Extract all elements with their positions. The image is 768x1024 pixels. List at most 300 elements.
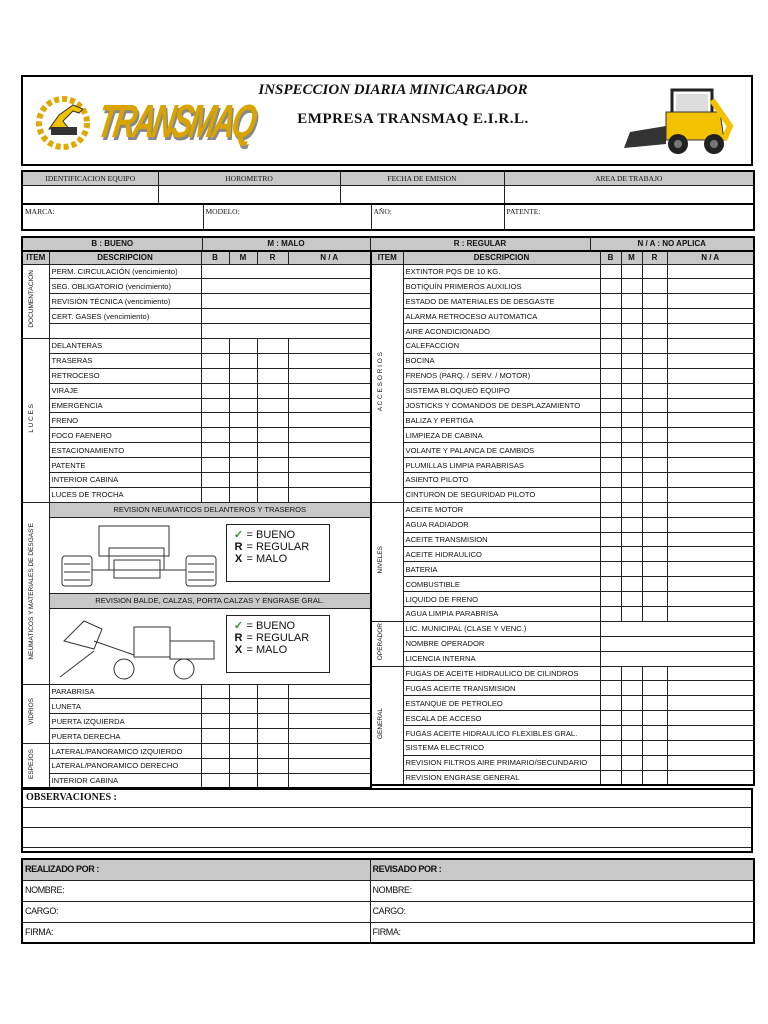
niveles-check-na[interactable] bbox=[667, 606, 754, 621]
accesorios-check-na[interactable] bbox=[667, 458, 754, 473]
accesorios-check-b[interactable] bbox=[600, 324, 621, 339]
luces-check-m[interactable] bbox=[229, 383, 257, 398]
niveles-check-r[interactable] bbox=[642, 532, 667, 547]
vidrios-check-na[interactable] bbox=[288, 714, 371, 729]
luces-check-na[interactable] bbox=[288, 428, 371, 443]
accesorios-check-r[interactable] bbox=[642, 428, 667, 443]
accesorios-check-b[interactable] bbox=[600, 443, 621, 458]
revisado-cargo-field[interactable]: CARGO: bbox=[370, 901, 754, 922]
observaciones-line-2[interactable] bbox=[23, 827, 751, 848]
table-row bbox=[371, 666, 754, 681]
niveles-check-na[interactable] bbox=[667, 517, 754, 532]
accesorios-check-na[interactable] bbox=[667, 338, 754, 353]
niveles-check-m[interactable] bbox=[621, 502, 642, 517]
vidrios-check-m[interactable] bbox=[229, 699, 257, 714]
niveles-check-b[interactable] bbox=[600, 502, 621, 517]
luces-check-m[interactable] bbox=[229, 472, 257, 487]
accesorios-check-b[interactable] bbox=[600, 398, 621, 413]
accesorios-check-m[interactable] bbox=[621, 472, 642, 487]
legend-bueno-text: = BUENO bbox=[246, 619, 296, 632]
accesorios-check-r[interactable] bbox=[642, 264, 667, 279]
accesorios-check-na[interactable] bbox=[667, 353, 754, 368]
table-row bbox=[371, 517, 754, 532]
niveles-check-r[interactable] bbox=[642, 577, 667, 592]
table-row bbox=[22, 294, 371, 309]
general-check-na[interactable] bbox=[667, 666, 754, 681]
table-row bbox=[22, 443, 371, 458]
accesorios-check-b[interactable] bbox=[600, 413, 621, 428]
luces-check-m[interactable] bbox=[229, 487, 257, 502]
accesorios-check-na[interactable] bbox=[667, 487, 754, 502]
accesorios-check-b[interactable] bbox=[600, 487, 621, 502]
table-row bbox=[371, 696, 754, 711]
signature-table bbox=[21, 858, 755, 944]
general-check-m[interactable] bbox=[621, 741, 642, 756]
realizado-cargo-field[interactable]: CARGO: bbox=[22, 901, 370, 922]
luces-check-b[interactable] bbox=[201, 472, 229, 487]
accesorios-check-b[interactable] bbox=[600, 309, 621, 324]
accesorios-check-m[interactable] bbox=[621, 368, 642, 383]
operador-label: OPERADOR bbox=[377, 623, 384, 661]
accesorios-check-na[interactable] bbox=[667, 428, 754, 443]
niveles-check-b[interactable] bbox=[600, 532, 621, 547]
general-check-b[interactable] bbox=[600, 711, 621, 726]
general-check-b[interactable] bbox=[600, 726, 621, 741]
item-description: CINTURON DE SEGURIDAD PILOTO bbox=[403, 487, 600, 502]
niveles-check-na[interactable] bbox=[667, 502, 754, 517]
table-row bbox=[371, 428, 754, 443]
espejos-group-label bbox=[22, 744, 49, 789]
accesorios-check-r[interactable] bbox=[642, 413, 667, 428]
table-row bbox=[371, 636, 754, 651]
luces-check-na[interactable] bbox=[288, 353, 371, 368]
label-identificacion: IDENTIFICACION EQUIPO bbox=[22, 171, 158, 186]
accesorios-check-b[interactable] bbox=[600, 279, 621, 294]
vidrios-check-na[interactable] bbox=[288, 699, 371, 714]
general-check-m[interactable] bbox=[621, 755, 642, 770]
general-check-na[interactable] bbox=[667, 711, 754, 726]
table-row bbox=[22, 428, 371, 443]
luces-check-r[interactable] bbox=[257, 443, 288, 458]
item-description: EMERGENCIA bbox=[49, 398, 201, 413]
col-na: N / A bbox=[288, 251, 371, 264]
table-row bbox=[371, 755, 754, 770]
accesorios-check-r[interactable] bbox=[642, 309, 667, 324]
accesorios-check-m[interactable] bbox=[621, 413, 642, 428]
revisado-firma-field[interactable]: FIRMA: bbox=[370, 922, 754, 943]
niveles-check-m[interactable] bbox=[621, 577, 642, 592]
item-description: VOLANTE Y PALANCA DE CAMBIOS bbox=[403, 443, 600, 458]
general-check-na[interactable] bbox=[667, 681, 754, 696]
accesorios-check-b[interactable] bbox=[600, 294, 621, 309]
niveles-check-m[interactable] bbox=[621, 562, 642, 577]
item-description: FUGAS ACEITE HIDRAULICO FLEXIBLES GRAL. bbox=[403, 726, 600, 741]
field-marca[interactable]: MARCA: bbox=[22, 204, 203, 230]
general-check-m[interactable] bbox=[621, 696, 642, 711]
vidrios-check-na[interactable] bbox=[288, 729, 371, 744]
accesorios-check-b[interactable] bbox=[600, 428, 621, 443]
accesorios-check-na[interactable] bbox=[667, 413, 754, 428]
general-check-r[interactable] bbox=[642, 726, 667, 741]
accesorios-check-na[interactable] bbox=[667, 368, 754, 383]
realizado-firma-field[interactable]: FIRMA: bbox=[22, 922, 370, 943]
general-check-r[interactable] bbox=[642, 696, 667, 711]
luces-check-na[interactable] bbox=[288, 398, 371, 413]
vidrios-check-b[interactable] bbox=[201, 699, 229, 714]
item-description: AGUA RADIADOR bbox=[403, 517, 600, 532]
accesorios-check-na[interactable] bbox=[667, 294, 754, 309]
table-row bbox=[22, 729, 371, 744]
luces-check-r[interactable] bbox=[257, 428, 288, 443]
accesorios-check-m[interactable] bbox=[621, 338, 642, 353]
accesorios-check-b[interactable] bbox=[600, 383, 621, 398]
luces-check-r[interactable] bbox=[257, 398, 288, 413]
accesorios-check-m[interactable] bbox=[621, 294, 642, 309]
espejos-check-na[interactable] bbox=[288, 744, 371, 759]
vidrios-check-r[interactable] bbox=[257, 714, 288, 729]
item-description: LATERAL/PANORAMICO IZQUIERDO bbox=[49, 744, 201, 759]
vidrios-check-b[interactable] bbox=[201, 714, 229, 729]
luces-check-m[interactable] bbox=[229, 428, 257, 443]
general-check-r[interactable] bbox=[642, 711, 667, 726]
accesorios-check-na[interactable] bbox=[667, 264, 754, 279]
accesorios-check-m[interactable] bbox=[621, 458, 642, 473]
table-row bbox=[22, 309, 371, 324]
accesorios-check-r[interactable] bbox=[642, 338, 667, 353]
niveles-check-na[interactable] bbox=[667, 547, 754, 562]
accesorios-check-r[interactable] bbox=[642, 353, 667, 368]
vidrios-check-m[interactable] bbox=[229, 684, 257, 699]
luces-check-na[interactable] bbox=[288, 472, 371, 487]
luces-check-r[interactable] bbox=[257, 353, 288, 368]
espejos-check-na[interactable] bbox=[288, 758, 371, 773]
item-description: LICENCIA INTERNA bbox=[403, 651, 600, 666]
accesorios-check-r[interactable] bbox=[642, 472, 667, 487]
accesorios-check-m[interactable] bbox=[621, 279, 642, 294]
vidrios-check-r[interactable] bbox=[257, 699, 288, 714]
luces-check-m[interactable] bbox=[229, 353, 257, 368]
general-check-m[interactable] bbox=[621, 770, 642, 785]
table-row bbox=[371, 770, 754, 785]
general-check-b[interactable] bbox=[600, 741, 621, 756]
luces-check-b[interactable] bbox=[201, 413, 229, 428]
table-row bbox=[22, 714, 371, 729]
vidrios-check-r[interactable] bbox=[257, 684, 288, 699]
luces-check-na[interactable] bbox=[288, 338, 371, 353]
general-check-r[interactable] bbox=[642, 741, 667, 756]
espejos-check-m[interactable] bbox=[229, 773, 257, 788]
niveles-check-b[interactable] bbox=[600, 547, 621, 562]
accesorios-check-m[interactable] bbox=[621, 324, 642, 339]
general-check-b[interactable] bbox=[600, 770, 621, 785]
niveles-check-b[interactable] bbox=[600, 606, 621, 621]
luces-check-b[interactable] bbox=[201, 428, 229, 443]
general-check-r[interactable] bbox=[642, 666, 667, 681]
niveles-check-r[interactable] bbox=[642, 562, 667, 577]
item-description: FRENOS (PARQ. / SERV. / MOTOR) bbox=[403, 368, 600, 383]
accesorios-check-r[interactable] bbox=[642, 458, 667, 473]
accesorios-check-r[interactable] bbox=[642, 368, 667, 383]
niveles-check-r[interactable] bbox=[642, 606, 667, 621]
niveles-check-r[interactable] bbox=[642, 592, 667, 607]
niveles-check-b[interactable] bbox=[600, 517, 621, 532]
item-description: ACEITE TRANSMISION bbox=[403, 532, 600, 547]
general-check-b[interactable] bbox=[600, 666, 621, 681]
item-description: BATERIA bbox=[403, 562, 600, 577]
luces-check-m[interactable] bbox=[229, 338, 257, 353]
col-na: N / A bbox=[667, 251, 754, 264]
vidrios-check-b[interactable] bbox=[201, 684, 229, 699]
niveles-check-r[interactable] bbox=[642, 517, 667, 532]
table-row bbox=[371, 606, 754, 621]
revisado-nombre-field[interactable]: NOMBRE: bbox=[370, 880, 754, 901]
table-row bbox=[22, 413, 371, 428]
vidrios-check-m[interactable] bbox=[229, 714, 257, 729]
luces-check-r[interactable] bbox=[257, 383, 288, 398]
luces-check-m[interactable] bbox=[229, 443, 257, 458]
accesorios-check-r[interactable] bbox=[642, 324, 667, 339]
field-horometro[interactable] bbox=[158, 186, 340, 204]
espejos-check-m[interactable] bbox=[229, 744, 257, 759]
item-description: JOSTICKS Y COMANDOS DE DESPLAZAMIENTO bbox=[403, 398, 600, 413]
espejos-check-r[interactable] bbox=[257, 773, 288, 788]
accesorios-check-m[interactable] bbox=[621, 443, 642, 458]
accesorios-check-b[interactable] bbox=[600, 458, 621, 473]
vidrios-check-m[interactable] bbox=[229, 729, 257, 744]
general-check-na[interactable] bbox=[667, 770, 754, 785]
espejos-check-m[interactable] bbox=[229, 758, 257, 773]
luces-check-m[interactable] bbox=[229, 458, 257, 473]
item-description: LIC. MUNICIPAL (CLASE Y VENC.) bbox=[403, 621, 600, 636]
luces-check-na[interactable] bbox=[288, 443, 371, 458]
general-check-m[interactable] bbox=[621, 666, 642, 681]
legend-bueno-row bbox=[231, 529, 329, 541]
luces-check-b[interactable] bbox=[201, 368, 229, 383]
luces-check-b[interactable] bbox=[201, 383, 229, 398]
niveles-check-r[interactable] bbox=[642, 502, 667, 517]
accesorios-check-b[interactable] bbox=[600, 353, 621, 368]
accesorios-check-na[interactable] bbox=[667, 309, 754, 324]
legend-bueno-row bbox=[231, 620, 329, 632]
item-description: CALEFACCION bbox=[403, 338, 600, 353]
luces-check-b[interactable] bbox=[201, 398, 229, 413]
niveles-check-m[interactable] bbox=[621, 532, 642, 547]
item-description: LIMPIEZA DE CABINA bbox=[403, 428, 600, 443]
niveles-check-b[interactable] bbox=[600, 562, 621, 577]
legend-na: N / A : NO APLICA bbox=[590, 237, 754, 250]
documentacion-value-field[interactable] bbox=[201, 279, 371, 294]
table-row bbox=[22, 502, 371, 517]
table-row bbox=[22, 593, 371, 608]
item-description: NOMBRE OPERADOR bbox=[403, 636, 600, 651]
espejos-check-b[interactable] bbox=[201, 744, 229, 759]
field-fecha-emision[interactable] bbox=[340, 186, 504, 204]
accesorios-check-na[interactable] bbox=[667, 472, 754, 487]
documentacion-value-field[interactable] bbox=[201, 324, 371, 339]
accesorios-check-r[interactable] bbox=[642, 398, 667, 413]
luces-check-na[interactable] bbox=[288, 383, 371, 398]
table-row bbox=[371, 562, 754, 577]
table-row bbox=[371, 621, 754, 636]
niveles-check-m[interactable] bbox=[621, 547, 642, 562]
niveles-check-r[interactable] bbox=[642, 547, 667, 562]
niveles-check-na[interactable] bbox=[667, 592, 754, 607]
item-description: CERT. GASES (vencimiento) bbox=[49, 309, 201, 324]
vidrios-check-na[interactable] bbox=[288, 684, 371, 699]
col-b: B bbox=[201, 251, 229, 264]
observaciones-line-1[interactable] bbox=[23, 807, 751, 828]
niveles-check-m[interactable] bbox=[621, 517, 642, 532]
luces-check-r[interactable] bbox=[257, 413, 288, 428]
luces-check-r[interactable] bbox=[257, 338, 288, 353]
vidrios-check-b[interactable] bbox=[201, 729, 229, 744]
general-check-na[interactable] bbox=[667, 741, 754, 756]
luces-check-na[interactable] bbox=[288, 413, 371, 428]
niveles-check-b[interactable] bbox=[600, 577, 621, 592]
table-row bbox=[22, 608, 371, 684]
documentacion-value-field[interactable] bbox=[201, 309, 371, 324]
general-check-m[interactable] bbox=[621, 711, 642, 726]
espejos-check-r[interactable] bbox=[257, 744, 288, 759]
accesorios-check-r[interactable] bbox=[642, 443, 667, 458]
field-ano[interactable]: AÑO: bbox=[371, 204, 504, 230]
general-check-r[interactable] bbox=[642, 770, 667, 785]
espejos-check-b[interactable] bbox=[201, 773, 229, 788]
accesorios-check-m[interactable] bbox=[621, 487, 642, 502]
accesorios-check-b[interactable] bbox=[600, 338, 621, 353]
item-description: PATENTE bbox=[49, 458, 201, 473]
legend-bueno: B : BUENO bbox=[22, 237, 202, 250]
general-check-b[interactable] bbox=[600, 681, 621, 696]
accesorios-check-m[interactable] bbox=[621, 309, 642, 324]
item-description: PARABRISA bbox=[49, 684, 201, 699]
espejos-check-na[interactable] bbox=[288, 773, 371, 788]
accesorios-check-na[interactable] bbox=[667, 383, 754, 398]
accesorios-check-m[interactable] bbox=[621, 264, 642, 279]
general-check-b[interactable] bbox=[600, 696, 621, 711]
accesorios-check-r[interactable] bbox=[642, 294, 667, 309]
general-check-r[interactable] bbox=[642, 755, 667, 770]
operador-value-field[interactable] bbox=[600, 636, 754, 651]
niveles-check-b[interactable] bbox=[600, 592, 621, 607]
luces-check-m[interactable] bbox=[229, 398, 257, 413]
col-m: M bbox=[621, 251, 642, 264]
luces-check-r[interactable] bbox=[257, 472, 288, 487]
luces-check-r[interactable] bbox=[257, 487, 288, 502]
espejos-check-r[interactable] bbox=[257, 758, 288, 773]
observaciones-label: OBSERVACIONES : bbox=[26, 792, 117, 803]
documentacion-value-field[interactable] bbox=[201, 294, 371, 309]
luces-check-r[interactable] bbox=[257, 368, 288, 383]
luces-check-na[interactable] bbox=[288, 487, 371, 502]
realizado-nombre-field[interactable]: NOMBRE: bbox=[22, 880, 370, 901]
item-description: TRASERAS bbox=[49, 353, 201, 368]
general-check-na[interactable] bbox=[667, 696, 754, 711]
general-check-m[interactable] bbox=[621, 681, 642, 696]
accesorios-check-m[interactable] bbox=[621, 428, 642, 443]
table-row bbox=[371, 741, 754, 756]
field-identificacion[interactable] bbox=[22, 186, 158, 204]
luces-check-b[interactable] bbox=[201, 487, 229, 502]
table-row bbox=[371, 398, 754, 413]
accesorios-check-m[interactable] bbox=[621, 353, 642, 368]
item-description: COMBUSTIBLE bbox=[403, 577, 600, 592]
accesorios-check-r[interactable] bbox=[642, 383, 667, 398]
luces-check-m[interactable] bbox=[229, 413, 257, 428]
niveles-check-na[interactable] bbox=[667, 532, 754, 547]
legend-malo-row bbox=[231, 553, 329, 565]
item-description: ESTACIONAMIENTO bbox=[49, 443, 201, 458]
label-fecha-emision: FECHA DE EMISION bbox=[340, 171, 504, 186]
luces-check-m[interactable] bbox=[229, 368, 257, 383]
legend-x-symbol: X bbox=[234, 643, 243, 656]
table-row bbox=[371, 651, 754, 666]
general-label: GENERAL bbox=[377, 707, 384, 739]
general-check-na[interactable] bbox=[667, 755, 754, 770]
espejos-check-b[interactable] bbox=[201, 758, 229, 773]
general-check-r[interactable] bbox=[642, 681, 667, 696]
luces-group-label bbox=[22, 338, 49, 502]
luces-check-r[interactable] bbox=[257, 458, 288, 473]
accesorios-check-na[interactable] bbox=[667, 443, 754, 458]
documentacion-value-field[interactable] bbox=[201, 264, 371, 279]
bucket-diagram-cell bbox=[49, 608, 371, 684]
item-description: ACEITE MOTOR bbox=[403, 502, 600, 517]
vidrios-check-r[interactable] bbox=[257, 729, 288, 744]
luces-check-b[interactable] bbox=[201, 353, 229, 368]
niveles-check-m[interactable] bbox=[621, 592, 642, 607]
accesorios-check-m[interactable] bbox=[621, 383, 642, 398]
table-row bbox=[371, 338, 754, 353]
accesorios-check-na[interactable] bbox=[667, 279, 754, 294]
equipment-info-table bbox=[21, 170, 755, 205]
general-check-na[interactable] bbox=[667, 726, 754, 741]
luces-check-na[interactable] bbox=[288, 458, 371, 473]
item-description: VIRAJE bbox=[49, 383, 201, 398]
operador-value-field[interactable] bbox=[600, 651, 754, 666]
accesorios-check-r[interactable] bbox=[642, 487, 667, 502]
accesorios-check-na[interactable] bbox=[667, 398, 754, 413]
left-checklist-table bbox=[21, 250, 372, 789]
field-modelo[interactable]: MODELO: bbox=[203, 204, 371, 230]
table-row bbox=[22, 353, 371, 368]
table-row bbox=[22, 699, 371, 714]
accesorios-check-m[interactable] bbox=[621, 398, 642, 413]
accesorios-check-r[interactable] bbox=[642, 279, 667, 294]
niveles-check-na[interactable] bbox=[667, 562, 754, 577]
item-description: FUGAS ACEITE TRANSMISION bbox=[403, 681, 600, 696]
luces-check-b[interactable] bbox=[201, 458, 229, 473]
field-patente[interactable]: PATENTE: bbox=[504, 204, 754, 230]
field-area-trabajo[interactable] bbox=[504, 186, 754, 204]
luces-check-na[interactable] bbox=[288, 368, 371, 383]
accesorios-check-b[interactable] bbox=[600, 368, 621, 383]
item-description: RETROCESO bbox=[49, 368, 201, 383]
general-check-b[interactable] bbox=[600, 755, 621, 770]
table-row bbox=[371, 711, 754, 726]
accesorios-check-na[interactable] bbox=[667, 324, 754, 339]
luces-check-b[interactable] bbox=[201, 338, 229, 353]
general-check-m[interactable] bbox=[621, 726, 642, 741]
accesorios-check-b[interactable] bbox=[600, 472, 621, 487]
accesorios-check-b[interactable] bbox=[600, 264, 621, 279]
table-row bbox=[22, 744, 371, 759]
niveles-check-na[interactable] bbox=[667, 577, 754, 592]
luces-check-b[interactable] bbox=[201, 443, 229, 458]
table-row bbox=[371, 487, 754, 502]
operador-value-field[interactable] bbox=[600, 621, 754, 636]
niveles-check-m[interactable] bbox=[621, 606, 642, 621]
